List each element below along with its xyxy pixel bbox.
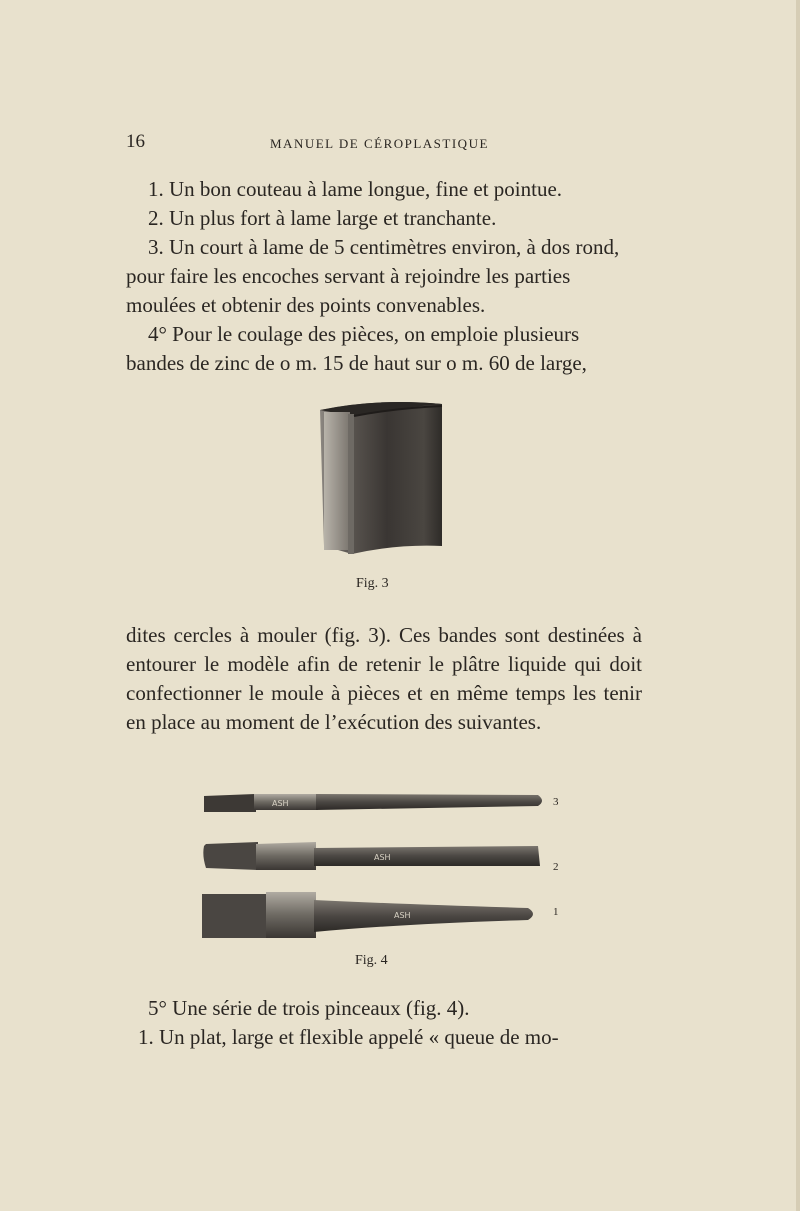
figure-3-caption: Fig. 3 — [356, 576, 389, 591]
list-item: 4° Pour le coulage des pièces, on emploie plusieurs bandes de zinc de o m. 15 de haut sur o m. 60 de large, — [126, 322, 587, 375]
list-item: 1. Un plat, large et flexible appelé « queue de mo- — [138, 1025, 559, 1049]
figure-3-zinc-band — [316, 396, 446, 558]
figure-4-brushes — [198, 786, 550, 946]
brush-stamp: ASH — [394, 911, 411, 920]
page-edge — [796, 0, 800, 1211]
brush-stamp: ASH — [272, 799, 289, 808]
brush-stamp: ASH — [374, 853, 391, 862]
paragraph: dites cercles à mouler (fig. 3). Ces bandes sont destinées à entourer le modèle afin de retenir le plâtre liquide qui doit confectionner le moule à pièces et en même temps les tenir en place au moment de l’exécution des suivantes. — [126, 623, 642, 734]
brush-label: 2 — [553, 861, 559, 873]
brush-label: 1 — [553, 906, 559, 918]
page-number: 16 — [126, 131, 145, 152]
figure-4-caption: Fig. 4 — [355, 953, 388, 968]
list-item: 5° Une série de trois pinceaux (fig. 4). — [148, 996, 470, 1020]
brush-3 — [204, 794, 542, 812]
running-title: MANUEL DE CÉROPLASTIQUE — [270, 136, 489, 151]
list-item: 1. Un bon couteau à lame longue, fine et pointue. — [148, 177, 563, 201]
brush-1 — [202, 892, 533, 938]
brush-label: 3 — [553, 796, 559, 808]
list-item: 3. Un court à lame de 5 centimètres environ, à dos rond, pour faire les encoches servant à rejoindre les parties moulées et obtenir des points convenables. — [126, 235, 620, 317]
brush-2 — [203, 842, 540, 870]
list-item: 2. Un plus fort à lame large et tranchante. — [148, 206, 497, 230]
